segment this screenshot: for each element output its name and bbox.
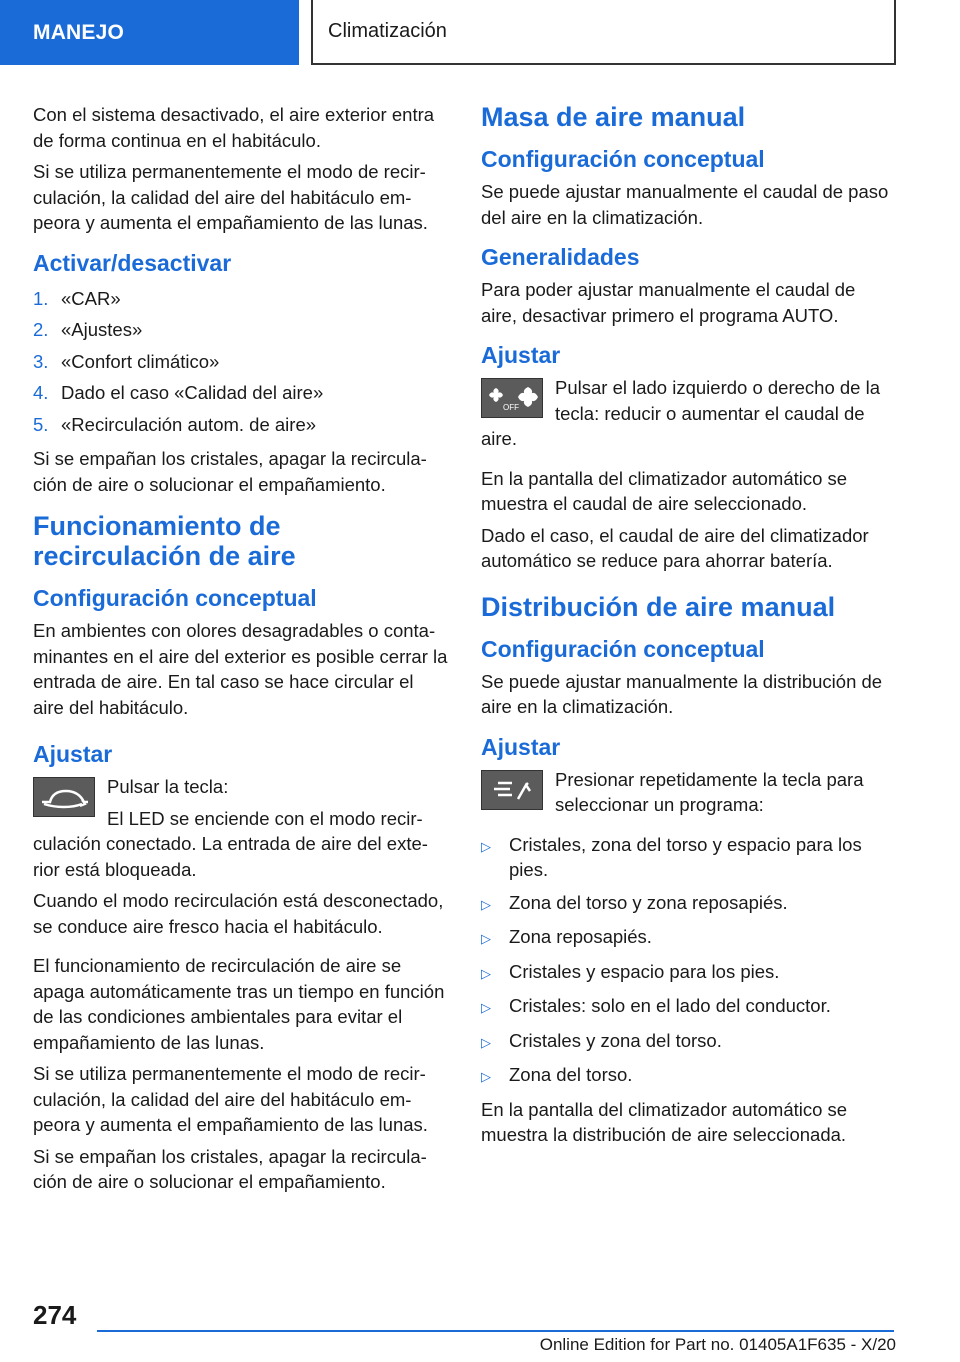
paragraph: Si se utiliza permanentemente el modo de recirculación, la calidad del aire del habitáculo empeora y aumenta el empañamiento de las lunas. xyxy=(33,161,428,233)
footer-divider xyxy=(97,1330,894,1332)
list-item: 2. «Ajustes» xyxy=(33,319,143,340)
paragraph: Con el sistema desactivado, el aire exterior entra de forma continua en el habitáculo. xyxy=(33,104,435,151)
heading-distribucion: Distribución de aire manual xyxy=(481,591,836,622)
list-item: ▷ Cristales y zona del torso. xyxy=(481,1029,722,1051)
list-item: ▷ Zona del torso. xyxy=(481,1064,633,1085)
paragraph: Para poder ajustar manualmente el caudal de aire, desactivar primero el programa AUTO. xyxy=(481,279,856,326)
air-distribution-block xyxy=(481,767,896,818)
list-item: ▷ Cristales, zona del torso y espacio para los pies. xyxy=(481,833,862,880)
paragraph: El LED se enciende con el modo recirculación conectado. La entrada de aire del exterior está bloqueada. xyxy=(33,807,428,880)
paragraph: Si se empañan los cristales, apagar la recirculación de aire o solucionar el empañamiento. xyxy=(33,448,427,495)
recirculation-icon xyxy=(33,777,95,817)
paragraph: En ambientes con olores desagradables o contaminantes en el aire del exterior es posible cerrar la entrada de aire. En tal caso se hace circular el aire del habitáculo. xyxy=(33,620,448,718)
paragraph: Si se utiliza permanentemente el modo de recirculación, la calidad del aire del habitáculo empeora y aumenta el empañamiento de las lunas. xyxy=(33,1063,428,1135)
heading-activar: Activar/desactivar xyxy=(33,249,232,276)
list-item: ▷ Cristales y espacio para los pies. xyxy=(481,960,780,982)
paragraph: Cuando el modo recirculación está desconectado, se conduce aire fresco hacia el habitáculo. xyxy=(33,890,444,937)
fan-speed-block xyxy=(481,375,896,452)
list-item: 4. Dado el caso «Calidad del aire» xyxy=(33,382,324,403)
paragraph: Pulsar la tecla: xyxy=(107,776,229,797)
heading-masa-aire: Masa de aire manual xyxy=(481,102,746,132)
section-tab: MANEJO xyxy=(0,0,299,65)
steps-list xyxy=(33,283,448,441)
heading-config: Configuración conceptual xyxy=(33,585,317,611)
list-item: ▷ Zona del torso y zona reposapiés. xyxy=(481,891,788,913)
paragraph: Si se empañan los cristales, apagar la recirculación de aire o solucionar el empañamiento. xyxy=(33,1145,427,1192)
paragraph: Se puede ajustar manualmente el caudal de paso del aire en la climatización. xyxy=(481,181,889,228)
fan-speed-icon xyxy=(481,378,543,418)
paragraph: Se puede ajustar manualmente la distribución de aire en la climatización. xyxy=(481,670,883,717)
heading-ajustar: Ajustar xyxy=(481,342,561,368)
paragraph: Dado el caso, el caudal de aire del climatizador automático se reduce para ahorrar batería. xyxy=(481,524,869,571)
paragraph: Presionar repetidamente la tecla para seleccionar un programa: xyxy=(555,768,864,815)
paragraph: En la pantalla del climatizador automático se muestra el caudal de aire seleccionado. xyxy=(481,467,848,514)
paragraph: Pulsar el lado izquierdo o derecho de la tecla: reducir o aumentar el caudal de aire. xyxy=(481,377,880,449)
heading-recirculacion: Funcionamiento de recirculación de aire xyxy=(33,511,296,571)
svg-text:OFF: OFF xyxy=(503,403,519,412)
recirculation-block xyxy=(33,774,448,882)
page-number: 274 xyxy=(33,1300,77,1330)
chapter-title: Climatización xyxy=(311,0,896,65)
program-list xyxy=(481,832,896,1090)
list-item: 3. «Confort climático» xyxy=(33,350,220,372)
list-item: 5. «Recirculación autom. de aire» xyxy=(33,413,317,435)
paragraph: En la pantalla del climatizador automático se muestra la distribución de aire seleccionada. xyxy=(481,1098,848,1145)
edition-label: Online Edition for Part no. 01405A1F635 - X/20 xyxy=(539,1335,896,1354)
list-item: ▷ Zona reposapiés. xyxy=(481,926,652,947)
list-item: ▷ Cristales: solo en el lado del conductor. xyxy=(481,995,831,1016)
right-column xyxy=(481,102,896,1154)
heading-generalidades: Generalidades xyxy=(481,244,640,270)
heading-ajustar: Ajustar xyxy=(33,741,113,767)
heading-config: Configuración conceptual xyxy=(481,635,765,662)
air-distribution-icon xyxy=(481,770,543,810)
heading-ajustar: Ajustar xyxy=(481,733,561,760)
left-column xyxy=(33,102,448,1201)
list-item: 1. «CAR» xyxy=(33,287,121,309)
paragraph: El funcionamiento de recirculación de aire se apaga automáticamente tras un tiempo en función de las condiciones ambientales para evitar el empañamiento de las lunas. xyxy=(33,955,445,1053)
heading-config: Configuración conceptual xyxy=(481,146,765,172)
